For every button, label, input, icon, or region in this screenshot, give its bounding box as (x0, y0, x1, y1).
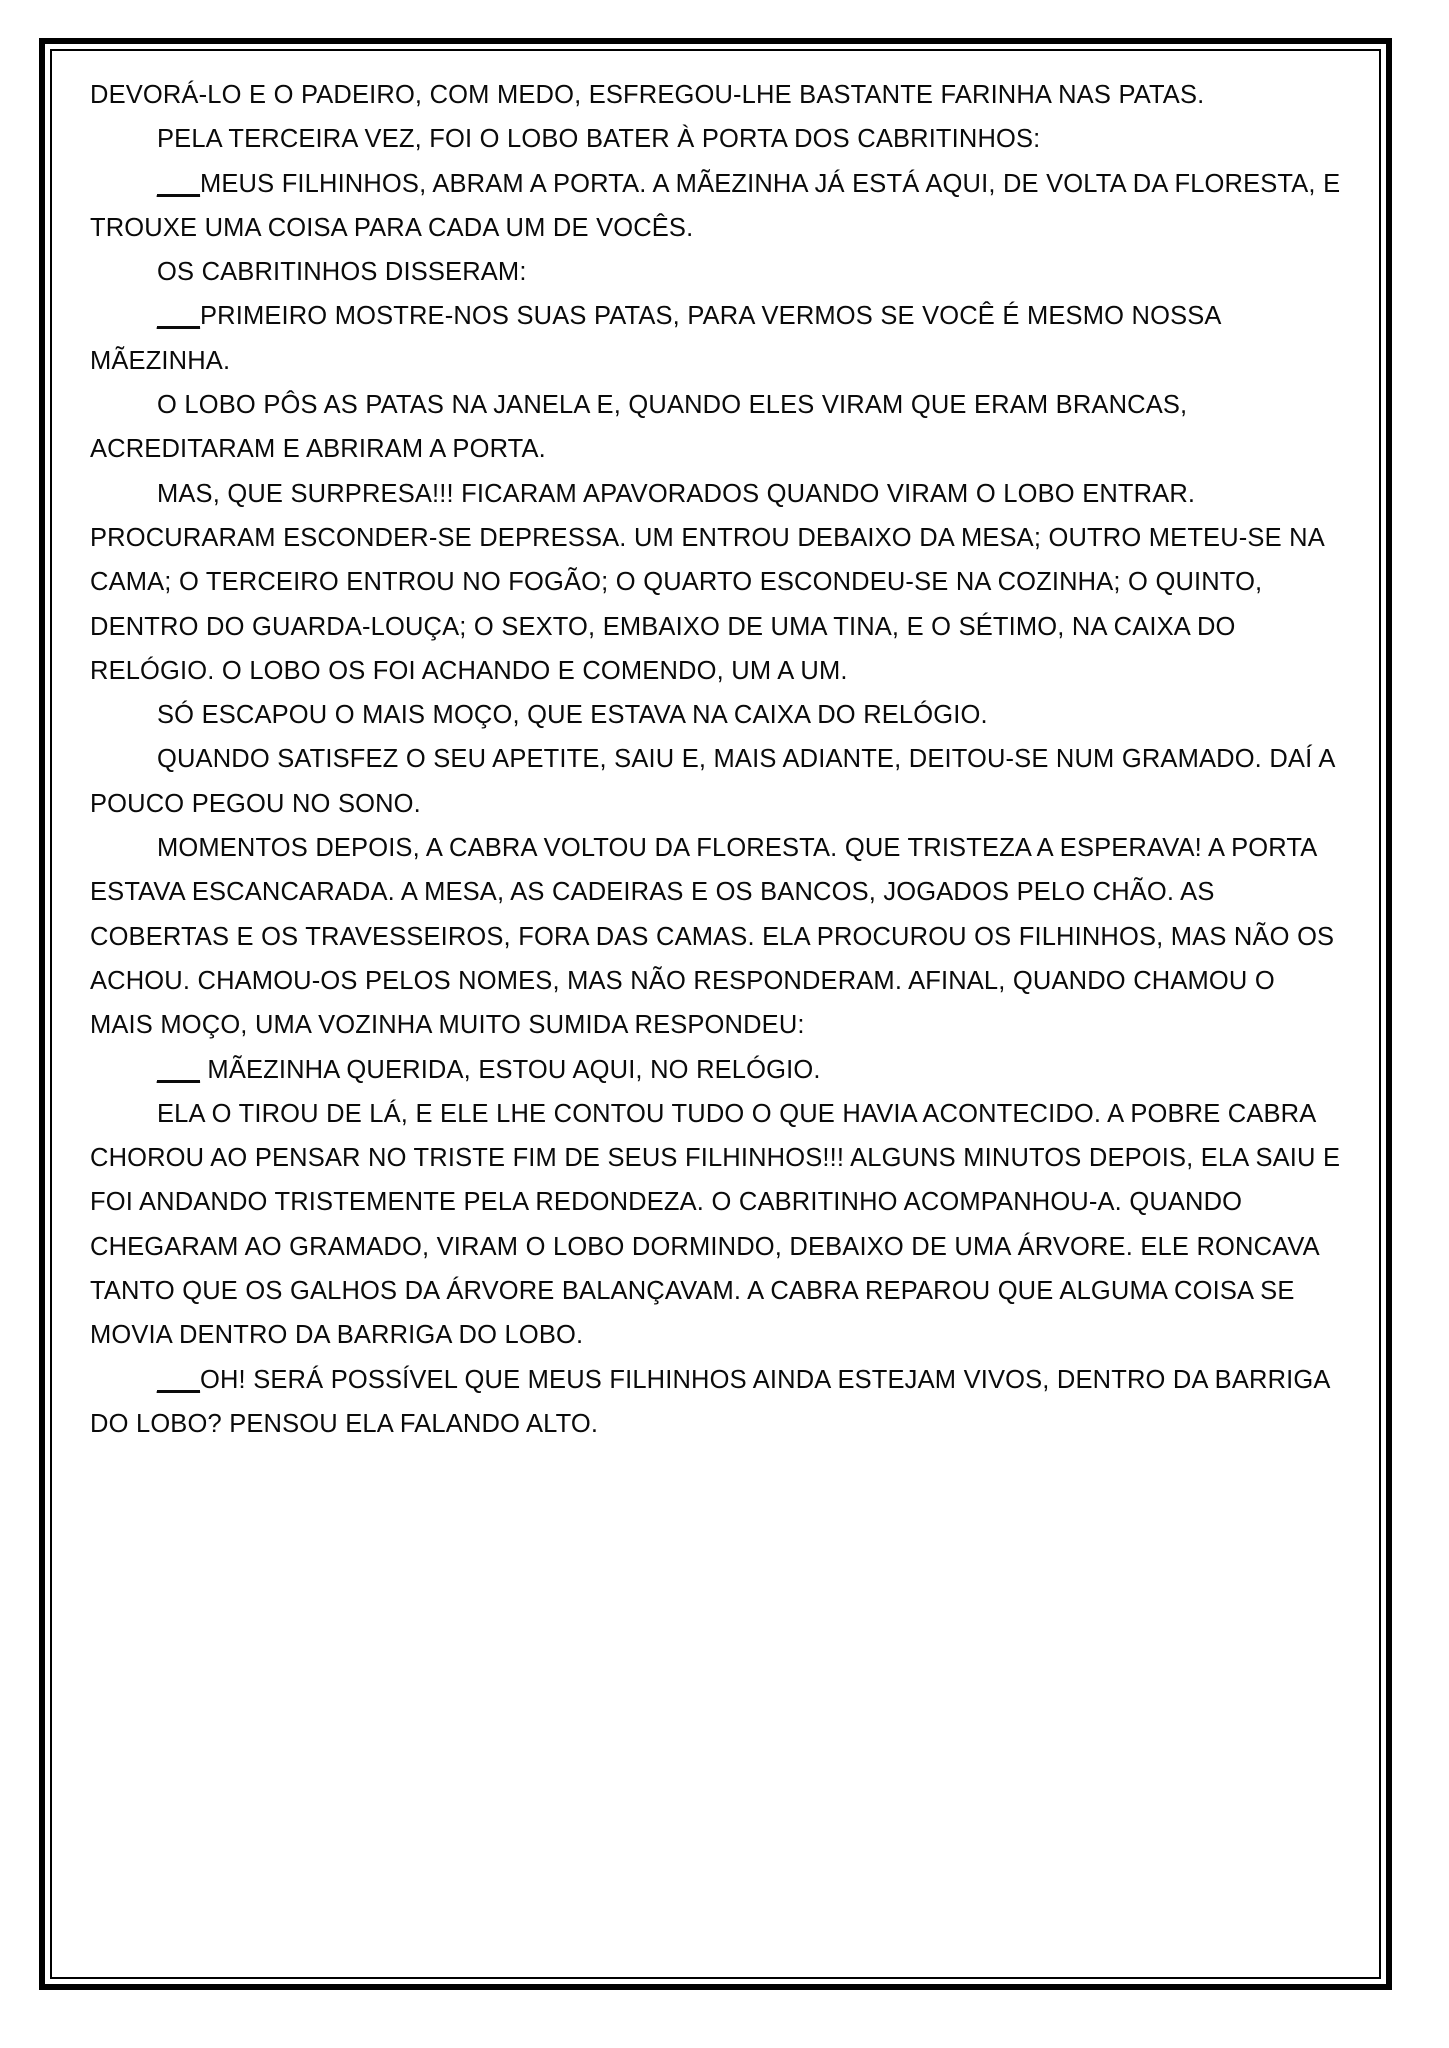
paragraph: MOMENTOS DEPOIS, A CABRA VOLTOU DA FLORESTA. QUE TRISTEZA A ESPERAVA! A PORTA ESTAVA ESCANCARADA. A MESA, AS CADEIRAS E OS BANCOS, JOGADOS PELO CHÃO. AS COBERTAS E OS TRAVESSEIROS, FORA DAS CAMAS. ELA PROCUROU OS FILHINHOS, MAS NÃO OS ACHOU. CHAMOU-OS PELOS NOMES, MAS NÃO RESPONDERAM. AFINAL, QUANDO CHAMOU O MAIS MOÇO, UMA VOZINHA MUITO SUMIDA RESPONDEU: (90, 834, 1341, 1040)
dialogue-dash: ___ (157, 302, 200, 331)
paragraph: DEVORÁ-LO E O PADEIRO, COM MEDO, ESFREGOU-LHE BASTANTE FARINHA NAS PATAS. (90, 81, 1205, 109)
dialogue-dash: ___ (157, 1365, 200, 1394)
dialogue-dash: ___ (157, 1055, 200, 1084)
paragraph: OS CABRITINHOS DISSERAM: (157, 258, 527, 287)
paragraph: O LOBO PÔS AS PATAS NA JANELA E, QUANDO ELES VIRAM QUE ERAM BRANCAS, ACREDITARAM E ABRIRAM A PORTA. (90, 391, 1194, 464)
paragraph: SÓ ESCAPOU O MAIS MOÇO, QUE ESTAVA NA CAIXA DO RELÓGIO. (157, 701, 988, 730)
page-border-inner (50, 49, 1381, 1979)
paragraph-dialogue: ___MEUS FILHINHOS, ABRAM A PORTA. A MÃEZINHA JÁ ESTÁ AQUI, DE VOLTA DA FLORESTA, E TROUXE UMA COISA PARA CADA UM DE VOCÊS. (90, 169, 1348, 242)
paragraph: MAS, QUE SURPRESA!!! FICARAM APAVORADOS QUANDO VIRAM O LOBO ENTRAR. PROCURARAM ESCONDER-SE DEPRESSA. UM ENTROU DEBAIXO DA MESA; OUTRO METEU-SE NA CAMA; O TERCEIRO ENTROU NO FOGÃO; O QUARTO ESCONDEU-SE NA COZINHA; O QUINTO, DENTRO DO GUARDA-LOUÇA; O SEXTO, EMBAIXO DE UMA TINA, E O SÉTIMO, NA CAIXA DO RELÓGIO. O LOBO OS FOI ACHANDO E COMENDO, UM A UM. (90, 479, 1331, 685)
paragraph: PELA TERCEIRA VEZ, FOI O LOBO BATER À PORTA DOS CABRITINHOS: (157, 125, 1041, 154)
page-border-outer (39, 38, 1392, 1990)
paragraph: QUANDO SATISFEZ O SEU APETITE, SAIU E, MAIS ADIANTE, DEITOU-SE NUM GRAMADO. DAÍ A POUCO PEGOU NO SONO. (90, 745, 1342, 818)
paragraph-dialogue: ___PRIMEIRO MOSTRE-NOS SUAS PATAS, PARA VERMOS SE VOCÊ É MESMO NOSSA MÃEZINHA. (90, 302, 1228, 375)
paragraph-dialogue: ___ MÃEZINHA QUERIDA, ESTOU AQUI, NO RELÓGIO. (157, 1055, 821, 1084)
document-text-body (90, 73, 1348, 1967)
dialogue-dash: ___ (157, 169, 200, 198)
paragraph-dialogue: ___OH! SERÁ POSSÍVEL QUE MEUS FILHINHOS AINDA ESTEJAM VIVOS, DENTRO DA BARRIGA DO LOBO? PENSOU ELA FALANDO ALTO. (90, 1365, 1337, 1438)
paragraph: ELA O TIROU DE LÁ, E ELE LHE CONTOU TUDO O QUE HAVIA ACONTECIDO. A POBRE CABRA CHOROU AO PENSAR NO TRISTE FIM DE SEUS FILHINHOS!!! ALGUNS MINUTOS DEPOIS, ELA SAIU E FOI ANDANDO TRISTEMENTE PELA REDONDEZA. O CABRITINHO ACOMPANHOU-A. QUANDO CHEGARAM AO GRAMADO, VIRAM O LOBO DORMINDO, DEBAIXO DE UMA ÁRVORE. ELE RONCAVA TANTO QUE OS GALHOS DA ÁRVORE BALANÇAVAM. A CABRA REPAROU QUE ALGUMA COISA SE MOVIA DENTRO DA BARRIGA DO LOBO. (90, 1099, 1348, 1350)
